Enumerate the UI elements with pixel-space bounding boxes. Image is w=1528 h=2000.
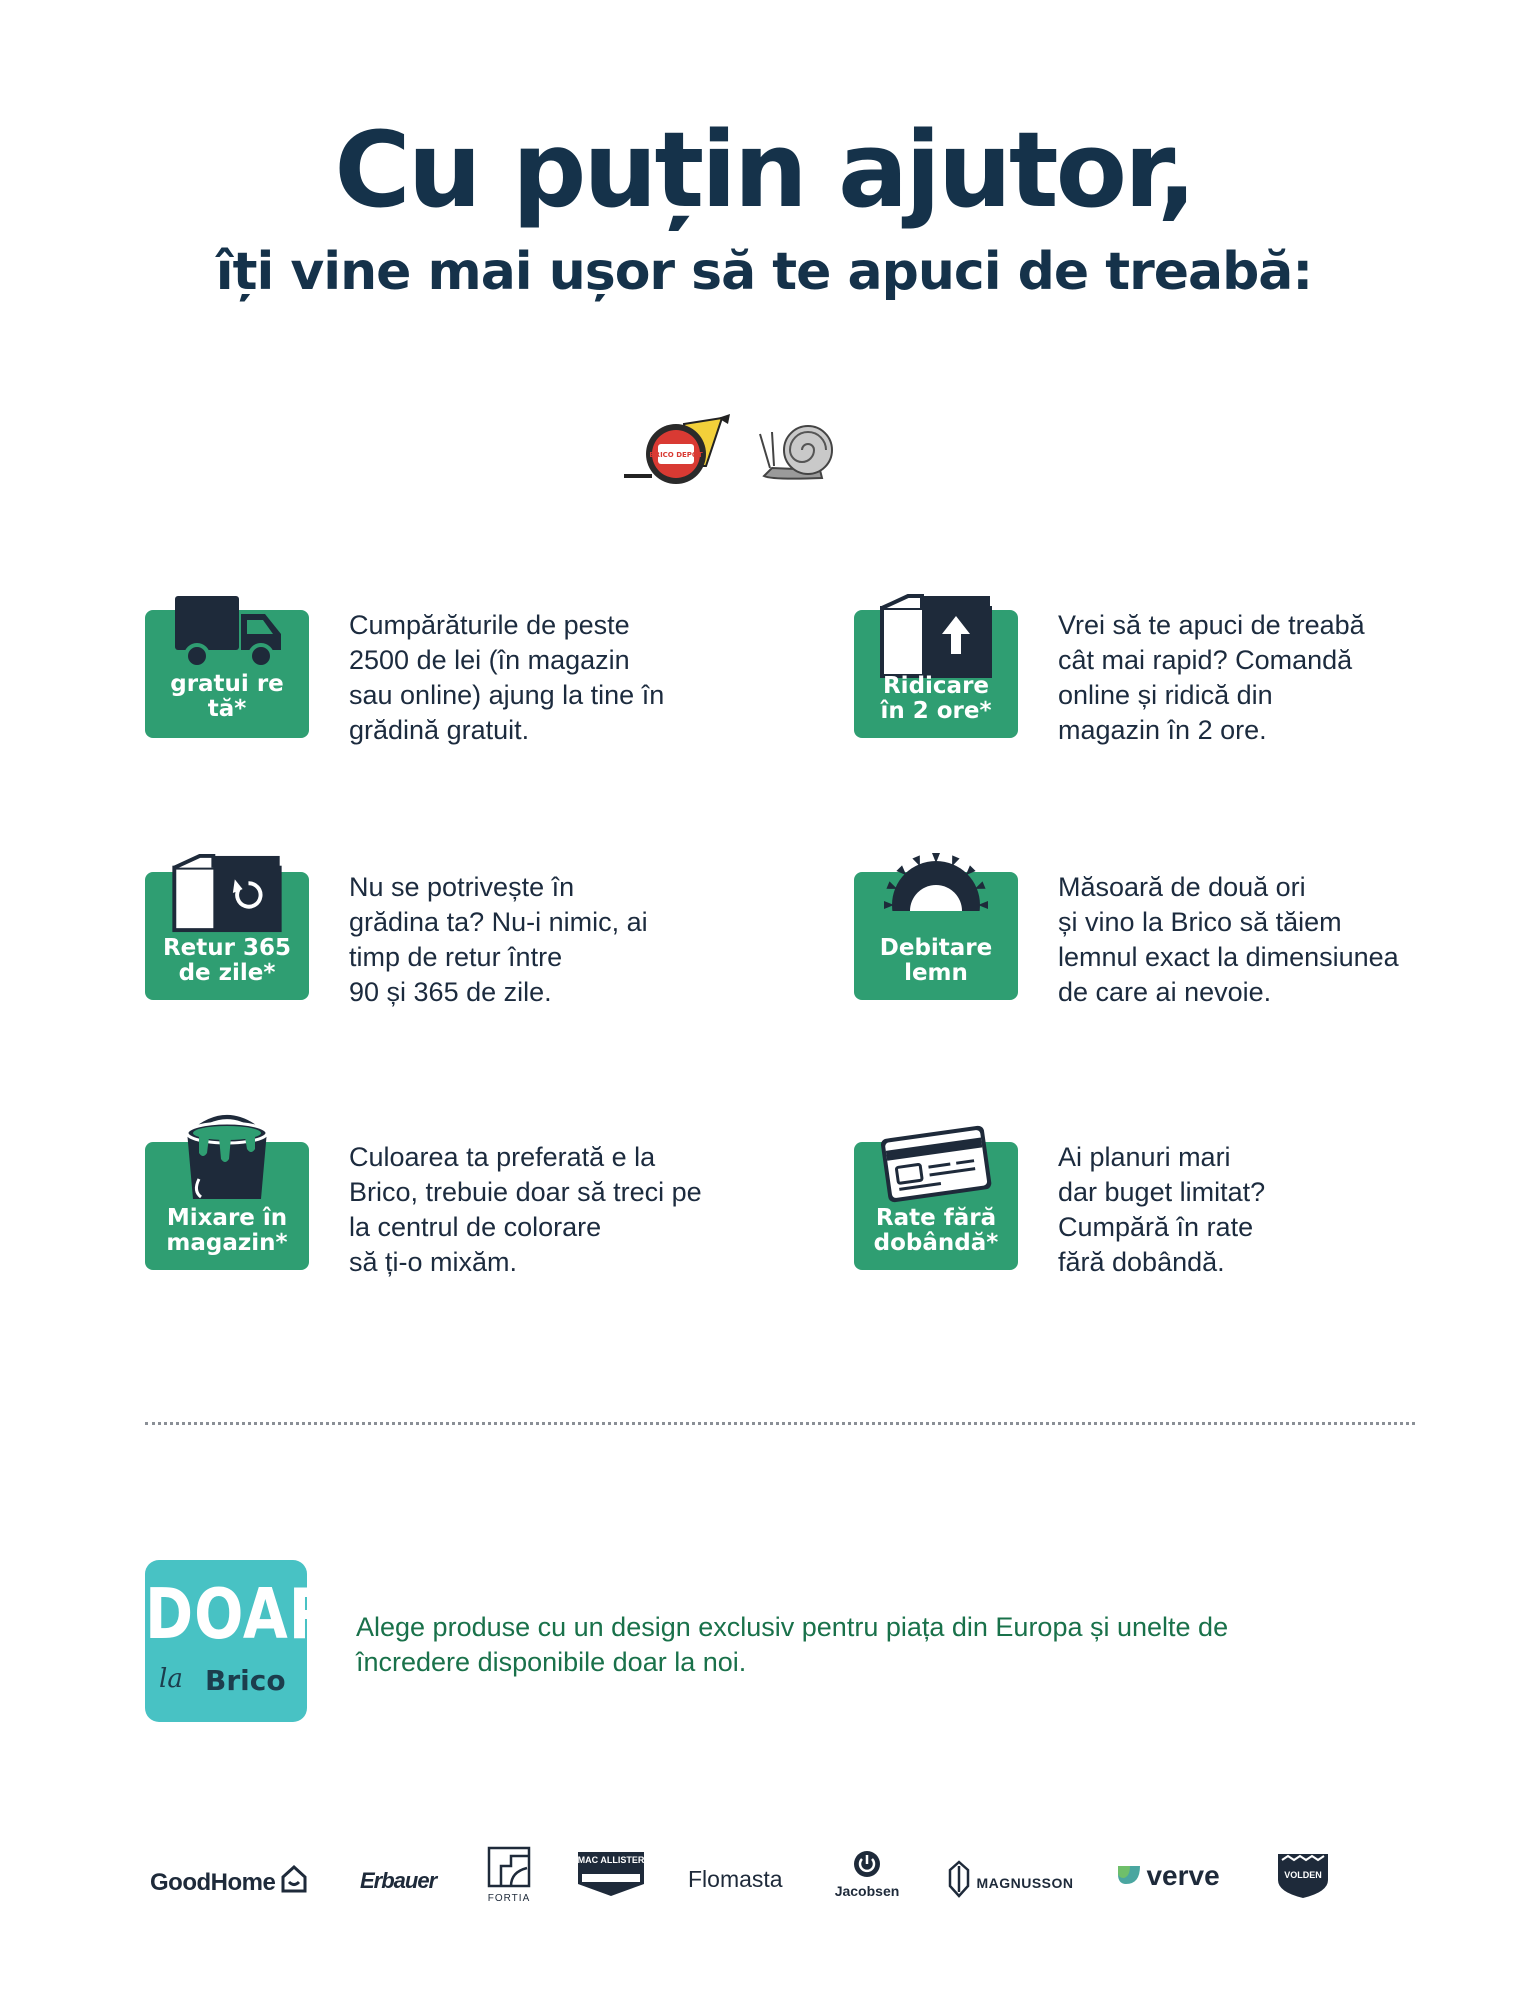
brand-name: Flomasta [688, 1866, 783, 1892]
box-return-icon [169, 854, 285, 934]
brand-fortia-logo [486, 1846, 532, 1904]
brand-name: MAGNUSSON [976, 1875, 1074, 1891]
magnusson-emblem-icon [946, 1860, 972, 1898]
brand-flomasta-logo [688, 1866, 783, 1893]
badge-label: Rate fără dobândă* [873, 1205, 999, 1256]
badge-label: gratui re tă* [170, 671, 284, 722]
brand-goodhome-logo [150, 1864, 308, 1897]
brand-magnusson-logo [946, 1860, 1074, 1898]
paint-bucket-icon [169, 1114, 285, 1206]
snail-mascot [760, 426, 832, 479]
feature-badge [145, 872, 309, 1000]
brand-name: Jacobsen [834, 1883, 900, 1899]
feature-rate [854, 1112, 1474, 1282]
credit-card-icon [878, 1120, 994, 1206]
feature-badge [145, 1142, 309, 1270]
feature-badge [854, 1142, 1018, 1270]
doar-logo-la: la [159, 1664, 183, 1694]
feature-badge [854, 610, 1018, 738]
feature-description: Culoarea ta preferată e la Brico, trebuie doar să treci pe la centrul de colorare să ți-o mixăm. [349, 1142, 702, 1277]
badge-label: Retur 365 de zile* [162, 935, 292, 986]
saw-blade-icon [878, 844, 994, 936]
feature-ridicare [854, 580, 1474, 750]
feature-description: Nu se potrivește în grădina ta? Nu-i nimic, ai timp de retur între 90 și 365 de zile. [349, 872, 648, 1007]
feature-description: Ai planuri mari dar buget limitat? Cumpără în rate fără dobândă. [1058, 1142, 1266, 1277]
brand-name: VOLDEN [1284, 1870, 1322, 1880]
feature-mixare [145, 1112, 765, 1282]
badge-label: Mixare în magazin* [166, 1205, 288, 1256]
brand-volden-logo [1276, 1852, 1330, 1905]
doar-logo-brico: Brico [205, 1664, 286, 1697]
brand-name: FORTIA [487, 1893, 531, 1904]
feature-retur [145, 842, 765, 1012]
feature-description: Măsoară de două ori și vino la Brico să tăiem lemnul exact la dimensiunea de care ai nevoie. [1058, 872, 1399, 1007]
house-icon [280, 1864, 308, 1894]
section-divider [145, 1422, 1415, 1425]
brand-mac-allister-logo [576, 1850, 646, 1903]
badge-label: Debitare lemn [879, 935, 993, 986]
feature-debitare [854, 842, 1474, 1012]
feature-description: Vrei să te apuci de treabă cât mai rapid? Comandă online și ridică din magazin în 2 ore. [1058, 610, 1365, 745]
doar-logo-text: DOAR [145, 1573, 335, 1655]
page-title: Cu puțin ajutor, [334, 109, 1194, 231]
tape-measure-label: BRICO DEPOT [649, 451, 703, 459]
feature-badge [145, 610, 309, 738]
verve-leaf-icon [1116, 1862, 1142, 1888]
brand-name: GoodHome [150, 1869, 276, 1896]
box-up-arrow-icon [878, 592, 994, 678]
tape-measure-mascot [624, 414, 730, 484]
brand-name: MAC ALLISTER [577, 1855, 645, 1865]
feature-description: Cumpărăturile de peste 2500 de lei (în magazin sau online) ajung la tine în grădină gratuit. [349, 610, 665, 745]
truck-icon [169, 586, 285, 676]
badge-label: Ridicare în 2 ore* [880, 673, 992, 724]
brand-erbauer-logo [360, 1868, 436, 1894]
brand-verve-logo [1116, 1860, 1220, 1892]
power-icon [853, 1850, 881, 1878]
feature-badge [854, 872, 1018, 1000]
doar-description: Alege produse cu un design exclusiv pentru piața din Europa și unelte de încredere disponibile doar la noi. [356, 1612, 1229, 1677]
fortia-mark-icon [487, 1846, 531, 1888]
mascots-illustration [622, 410, 862, 490]
doar-la-brico-logo [145, 1560, 335, 1722]
page-subtitle: îți vine mai ușor să te apuci de treabă: [215, 242, 1313, 302]
brand-name: Erbauer [360, 1868, 437, 1893]
brand-name: verve [1146, 1860, 1220, 1891]
feature-livrare [145, 580, 765, 750]
brand-jacobsen-logo [832, 1850, 902, 1899]
